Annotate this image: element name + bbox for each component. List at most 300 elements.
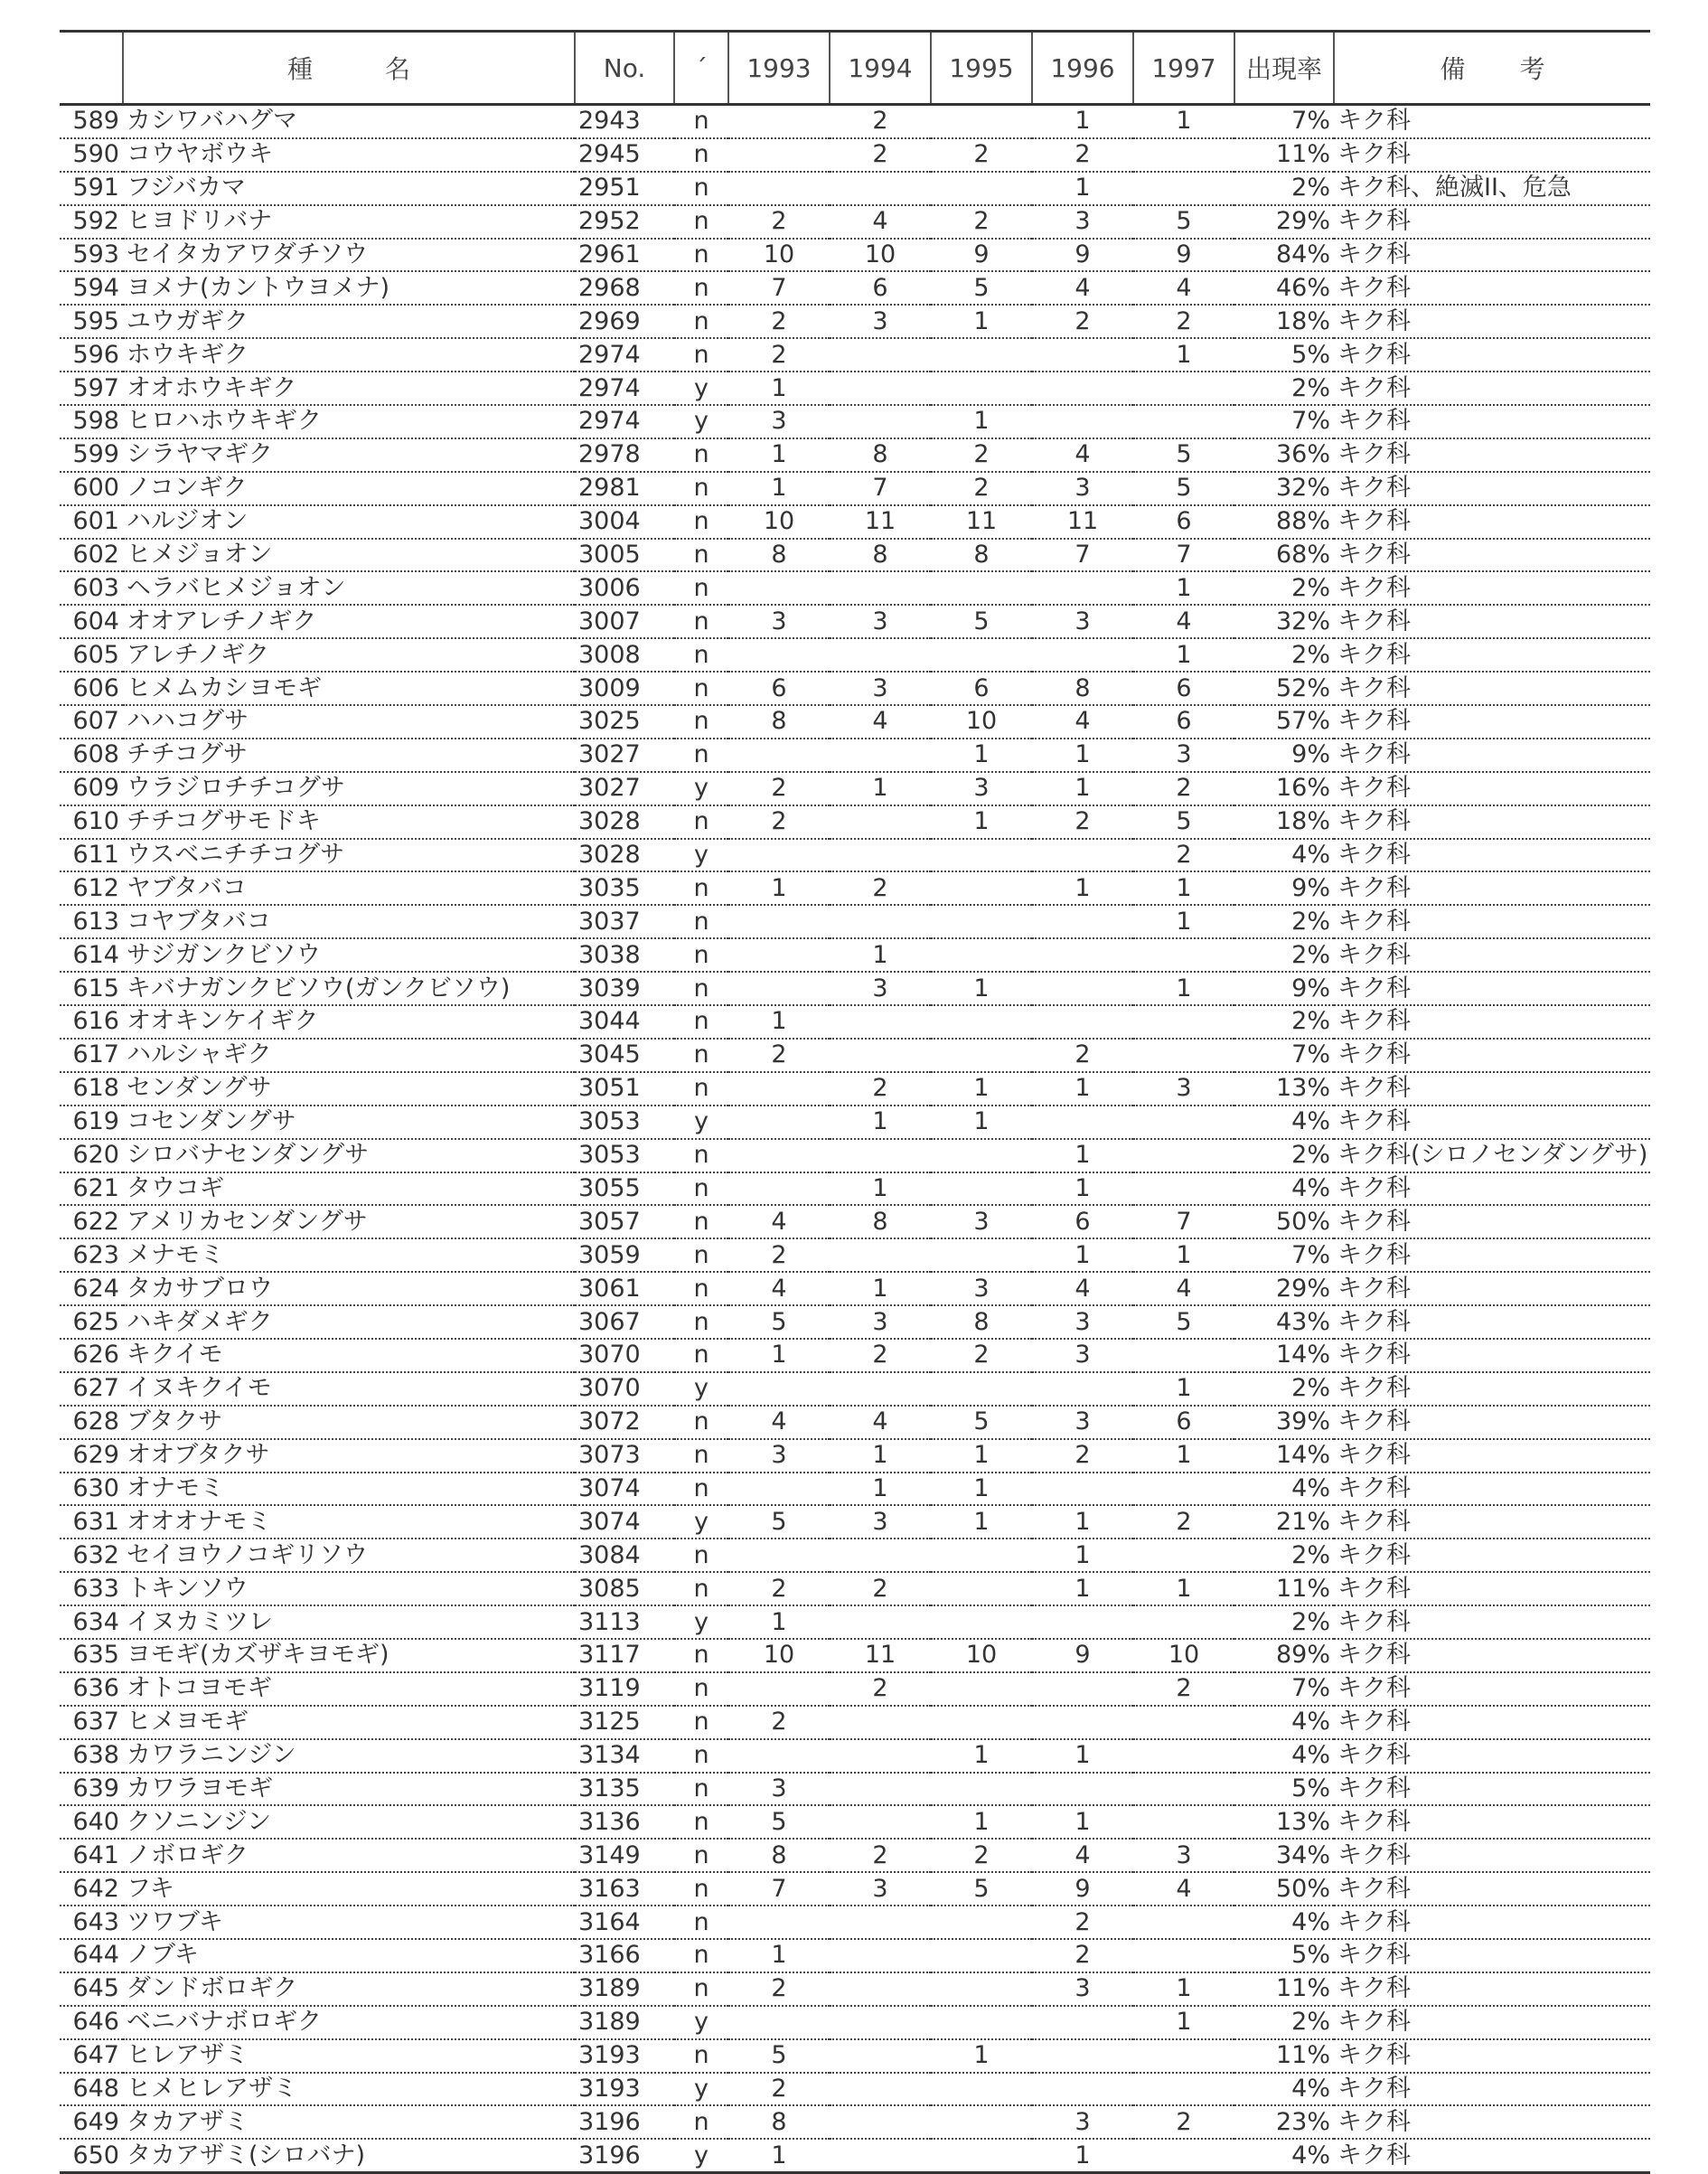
count-1995: 1 — [931, 1106, 1032, 1139]
count-1994 — [830, 1706, 931, 1739]
species-number: 2952 — [575, 205, 674, 239]
remarks: キク科 — [1334, 1539, 1650, 1572]
occurrence-rate: 4% — [1234, 1739, 1334, 1773]
species-name: ハキダメギク — [123, 1305, 575, 1339]
species-number: 3193 — [575, 2073, 674, 2106]
occurrence-rate: 2% — [1234, 1372, 1334, 1406]
row-index: 596 — [60, 338, 123, 372]
species-number: 3045 — [575, 1039, 674, 1072]
count-1996: 3 — [1032, 1972, 1133, 2006]
count-1995: 3 — [931, 772, 1032, 805]
count-1994 — [830, 739, 931, 772]
count-1996: 4 — [1032, 271, 1133, 305]
species-name: シロバナセンダングサ — [123, 1139, 575, 1172]
count-1994: 1 — [830, 1473, 931, 1506]
row-index: 640 — [60, 1805, 123, 1839]
table-row — [60, 739, 1650, 772]
count-1994 — [830, 905, 931, 938]
occurrence-rate: 11% — [1234, 138, 1334, 172]
occurrence-rate: 52% — [1234, 672, 1334, 705]
species-name: コウヤボウキ — [123, 138, 575, 172]
introduced-flag: n — [674, 271, 728, 305]
table-row — [60, 1805, 1650, 1839]
row-index: 622 — [60, 1205, 123, 1238]
count-1997: 5 — [1133, 805, 1234, 839]
remarks: キク科 — [1334, 1972, 1650, 2006]
count-1994: 8 — [830, 438, 931, 472]
row-index: 595 — [60, 305, 123, 338]
count-1996 — [1032, 2073, 1133, 2106]
introduced-flag: n — [674, 172, 728, 205]
occurrence-rate: 18% — [1234, 805, 1334, 839]
introduced-flag: n — [674, 1805, 728, 1839]
count-1993: 8 — [728, 1839, 830, 1872]
table-row — [60, 1039, 1650, 1072]
occurrence-rate: 32% — [1234, 472, 1334, 505]
count-1993: 5 — [728, 1505, 830, 1539]
count-1993 — [728, 905, 830, 938]
remarks: キク科 — [1334, 1406, 1650, 1439]
occurrence-rate: 89% — [1234, 1639, 1334, 1672]
count-1996 — [1032, 1773, 1133, 1806]
row-index: 609 — [60, 772, 123, 805]
remarks: キク科 — [1334, 871, 1650, 905]
table-row — [60, 638, 1650, 672]
introduced-flag: n — [674, 1706, 728, 1739]
row-index: 612 — [60, 871, 123, 905]
species-name: ウラジロチチコグサ — [123, 772, 575, 805]
row-index: 627 — [60, 1372, 123, 1406]
count-1993: 3 — [728, 1439, 830, 1473]
count-1995 — [931, 1605, 1032, 1639]
species-name: ノブキ — [123, 1939, 575, 1972]
count-1996: 3 — [1032, 1406, 1133, 1439]
remarks: キク科 — [1334, 438, 1650, 472]
species-number: 2978 — [575, 438, 674, 472]
count-1993 — [728, 172, 830, 205]
species-number: 2974 — [575, 405, 674, 438]
row-index: 629 — [60, 1439, 123, 1473]
count-1994: 2 — [830, 105, 931, 138]
row-index: 589 — [60, 105, 123, 138]
table-row — [60, 972, 1650, 1005]
count-1993: 2 — [728, 772, 830, 805]
occurrence-rate: 4% — [1234, 1706, 1334, 1739]
count-1995: 5 — [931, 1406, 1032, 1439]
count-1993: 4 — [728, 1272, 830, 1305]
species-number: 3051 — [575, 1072, 674, 1106]
introduced-flag: n — [674, 605, 728, 638]
remarks: キク科 — [1334, 1372, 1650, 1406]
count-1995: 1 — [931, 739, 1032, 772]
introduced-flag: y — [674, 1372, 728, 1406]
introduced-flag: y — [674, 1605, 728, 1639]
row-index: 621 — [60, 1172, 123, 1206]
remarks: キク科 — [1334, 739, 1650, 772]
table-row — [60, 705, 1650, 739]
count-1993: 10 — [728, 239, 830, 272]
count-1995 — [931, 2073, 1032, 2106]
count-1994: 2 — [830, 871, 931, 905]
occurrence-rate: 29% — [1234, 1272, 1334, 1305]
species-name: タウコギ — [123, 1172, 575, 1206]
introduced-flag: n — [674, 1238, 728, 1272]
occurrence-rate: 9% — [1234, 972, 1334, 1005]
row-index: 594 — [60, 271, 123, 305]
header-species-name: 種名 — [123, 32, 575, 105]
remarks: キク科 — [1334, 1639, 1650, 1672]
species-number: 2943 — [575, 105, 674, 138]
species-name: イヌカミツレ — [123, 1605, 575, 1639]
table-row — [60, 405, 1650, 438]
species-name: タカアザミ(シロバナ) — [123, 2139, 575, 2172]
table-row — [60, 1473, 1650, 1506]
species-name: チチコグサ — [123, 739, 575, 772]
count-1997 — [1133, 1005, 1234, 1039]
species-number: 3009 — [575, 672, 674, 705]
row-index: 628 — [60, 1406, 123, 1439]
row-index: 630 — [60, 1473, 123, 1506]
species-number: 2945 — [575, 138, 674, 172]
count-1994 — [830, 172, 931, 205]
count-1994: 2 — [830, 138, 931, 172]
species-name: ヒメヒレアザミ — [123, 2073, 575, 2106]
count-1993: 8 — [728, 705, 830, 739]
occurrence-rate: 13% — [1234, 1072, 1334, 1106]
row-index: 605 — [60, 638, 123, 672]
count-1995: 6 — [931, 672, 1032, 705]
count-1993: 1 — [728, 1005, 830, 1039]
occurrence-rate: 29% — [1234, 205, 1334, 239]
count-1997: 1 — [1133, 105, 1234, 138]
table-row — [60, 1639, 1650, 1672]
count-1994 — [830, 1139, 931, 1172]
count-1997: 4 — [1133, 1872, 1234, 1906]
count-1996 — [1032, 839, 1133, 872]
header-year-1995: 1995 — [931, 32, 1032, 105]
table-row — [60, 605, 1650, 638]
species-number: 3117 — [575, 1639, 674, 1672]
remarks: キク科(シロノセンダングサ) — [1334, 1139, 1650, 1172]
count-1997 — [1133, 372, 1234, 405]
count-1993: 2 — [728, 2073, 830, 2106]
count-1993: 2 — [728, 805, 830, 839]
count-1996 — [1032, 938, 1133, 972]
count-1996: 1 — [1032, 772, 1133, 805]
count-1993: 2 — [728, 1972, 830, 2006]
header-year-1993: 1993 — [728, 32, 830, 105]
count-1994 — [830, 1005, 931, 1039]
species-number: 3057 — [575, 1205, 674, 1238]
introduced-flag: n — [674, 905, 728, 938]
count-1997: 1 — [1133, 1439, 1234, 1473]
species-name: ハハコグサ — [123, 705, 575, 739]
count-1994: 3 — [830, 1505, 931, 1539]
count-1997: 6 — [1133, 1406, 1234, 1439]
count-1994: 3 — [830, 305, 931, 338]
count-1996 — [1032, 1706, 1133, 1739]
remarks: キク科 — [1334, 1339, 1650, 1372]
row-index: 645 — [60, 1972, 123, 2006]
row-index: 602 — [60, 539, 123, 572]
remarks: キク科 — [1334, 305, 1650, 338]
occurrence-rate: 4% — [1234, 1106, 1334, 1139]
table-row — [60, 1072, 1650, 1106]
header-year-1996: 1996 — [1032, 32, 1133, 105]
table-row — [60, 1739, 1650, 1773]
count-1994: 11 — [830, 1639, 931, 1672]
count-1993: 5 — [728, 1805, 830, 1839]
count-1994 — [830, 839, 931, 872]
count-1996 — [1032, 2039, 1133, 2073]
row-index: 608 — [60, 739, 123, 772]
remarks: キク科 — [1334, 2073, 1650, 2106]
species-name: アメリカセンダングサ — [123, 1205, 575, 1238]
count-1993 — [728, 571, 830, 605]
remarks: キク科、絶滅II、危急 — [1334, 172, 1650, 205]
occurrence-rate: 7% — [1234, 1238, 1334, 1272]
occurrence-rate: 11% — [1234, 1972, 1334, 2006]
introduced-flag: y — [674, 1505, 728, 1539]
table-row — [60, 505, 1650, 539]
count-1996: 8 — [1032, 672, 1133, 705]
count-1997 — [1133, 1773, 1234, 1806]
introduced-flag: y — [674, 772, 728, 805]
species-name: ヨメナ(カントウヨメナ) — [123, 271, 575, 305]
occurrence-rate: 32% — [1234, 605, 1334, 638]
count-1997: 1 — [1133, 972, 1234, 1005]
table-row — [60, 905, 1650, 938]
count-1994 — [830, 2039, 931, 2073]
count-1997: 4 — [1133, 605, 1234, 638]
introduced-flag: y — [674, 405, 728, 438]
count-1995: 10 — [931, 705, 1032, 739]
species-number: 3039 — [575, 972, 674, 1005]
occurrence-rate: 5% — [1234, 1773, 1334, 1806]
count-1997: 3 — [1133, 1072, 1234, 1106]
row-index: 619 — [60, 1106, 123, 1139]
count-1993: 1 — [728, 1939, 830, 1972]
species-name: ブタクサ — [123, 1406, 575, 1439]
count-1994 — [830, 1939, 931, 1972]
species-name: クソニンジン — [123, 1805, 575, 1839]
count-1995 — [931, 1172, 1032, 1206]
occurrence-rate: 11% — [1234, 1572, 1334, 1605]
count-1994: 3 — [830, 1872, 931, 1906]
count-1993: 7 — [728, 1872, 830, 1906]
occurrence-rate: 46% — [1234, 271, 1334, 305]
count-1996: 1 — [1032, 739, 1133, 772]
count-1993 — [728, 1172, 830, 1206]
count-1993: 3 — [728, 405, 830, 438]
count-1995 — [931, 1539, 1032, 1572]
count-1996 — [1032, 638, 1133, 672]
species-number: 3113 — [575, 1605, 674, 1639]
count-1996: 6 — [1032, 1205, 1133, 1238]
species-name: フジバカマ — [123, 172, 575, 205]
table-row — [60, 472, 1650, 505]
remarks: キク科 — [1334, 2105, 1650, 2139]
count-1994: 4 — [830, 1406, 931, 1439]
header-index — [60, 32, 123, 105]
species-name: サジガンクビソウ — [123, 938, 575, 972]
count-1993: 7 — [728, 271, 830, 305]
species-number: 3074 — [575, 1505, 674, 1539]
remarks: キク科 — [1334, 1939, 1650, 1972]
count-1994 — [830, 1372, 931, 1406]
count-1994: 3 — [830, 672, 931, 705]
species-table — [60, 30, 1650, 2174]
count-1997: 1 — [1133, 638, 1234, 672]
occurrence-rate: 2% — [1234, 1539, 1334, 1572]
count-1993: 4 — [728, 1205, 830, 1238]
count-1997: 1 — [1133, 1572, 1234, 1605]
count-1995: 10 — [931, 1639, 1032, 1672]
row-index: 590 — [60, 138, 123, 172]
introduced-flag: n — [674, 972, 728, 1005]
occurrence-rate: 9% — [1234, 739, 1334, 772]
introduced-flag: n — [674, 1205, 728, 1238]
row-index: 617 — [60, 1039, 123, 1072]
introduced-flag: n — [674, 1872, 728, 1906]
table-row — [60, 839, 1650, 872]
count-1996: 2 — [1032, 1939, 1133, 1972]
species-number: 2951 — [575, 172, 674, 205]
header-flag: ´ — [674, 32, 728, 105]
count-1994 — [830, 1539, 931, 1572]
count-1994: 3 — [830, 972, 931, 1005]
count-1993: 2 — [728, 1572, 830, 1605]
remarks: キク科 — [1334, 938, 1650, 972]
count-1994: 2 — [830, 1839, 931, 1872]
count-1993 — [728, 1906, 830, 1939]
species-number: 3027 — [575, 739, 674, 772]
species-name: ユウガギク — [123, 305, 575, 338]
count-1996: 1 — [1032, 1739, 1133, 1773]
count-1993 — [728, 1072, 830, 1106]
count-1994 — [830, 2006, 931, 2039]
row-index: 636 — [60, 1672, 123, 1706]
count-1994: 1 — [830, 772, 931, 805]
remarks: キク科 — [1334, 1572, 1650, 1605]
table-row — [60, 1972, 1650, 2006]
species-number: 3028 — [575, 839, 674, 872]
count-1994: 3 — [830, 1305, 931, 1339]
count-1994 — [830, 2139, 931, 2172]
remarks: キク科 — [1334, 1106, 1650, 1139]
table-row — [60, 1139, 1650, 1172]
introduced-flag: n — [674, 1672, 728, 1706]
species-number: 3084 — [575, 1539, 674, 1572]
remarks: キク科 — [1334, 1605, 1650, 1639]
count-1994: 11 — [830, 505, 931, 539]
count-1997: 1 — [1133, 1972, 1234, 2006]
count-1994: 1 — [830, 1172, 931, 1206]
introduced-flag: n — [674, 1939, 728, 1972]
count-1996 — [1032, 1106, 1133, 1139]
count-1993: 2 — [728, 305, 830, 338]
introduced-flag: n — [674, 1305, 728, 1339]
count-1993 — [728, 638, 830, 672]
table-row — [60, 1773, 1650, 1806]
species-number: 3193 — [575, 2039, 674, 2073]
species-number: 3028 — [575, 805, 674, 839]
species-number: 3135 — [575, 1773, 674, 1806]
count-1993: 5 — [728, 1305, 830, 1339]
table-row — [60, 539, 1650, 572]
table-row — [60, 305, 1650, 338]
count-1994 — [830, 571, 931, 605]
count-1993 — [728, 1672, 830, 1706]
table-row — [60, 138, 1650, 172]
occurrence-rate: 2% — [1234, 1005, 1334, 1039]
row-index: 623 — [60, 1238, 123, 1272]
species-name: オオアレチノギク — [123, 605, 575, 638]
table-row — [60, 672, 1650, 705]
introduced-flag: n — [674, 805, 728, 839]
remarks: キク科 — [1334, 1739, 1650, 1773]
count-1995 — [931, 1372, 1032, 1406]
count-1993 — [728, 1739, 830, 1773]
species-name: ノコンギク — [123, 472, 575, 505]
remarks: キク科 — [1334, 539, 1650, 572]
species-name: オトコヨモギ — [123, 1672, 575, 1706]
introduced-flag: n — [674, 1473, 728, 1506]
count-1993 — [728, 105, 830, 138]
header-number: No. — [575, 32, 674, 105]
count-1993: 1 — [728, 1339, 830, 1372]
count-1996: 1 — [1032, 2139, 1133, 2172]
count-1995: 1 — [931, 305, 1032, 338]
count-1995 — [931, 2139, 1032, 2172]
table-row — [60, 1205, 1650, 1238]
introduced-flag: n — [674, 138, 728, 172]
species-number: 3055 — [575, 1172, 674, 1206]
row-index: 643 — [60, 1906, 123, 1939]
species-name: カシワバハグマ — [123, 105, 575, 138]
count-1995 — [931, 839, 1032, 872]
count-1994: 1 — [830, 1439, 931, 1473]
table-row — [60, 1339, 1650, 1372]
count-1994 — [830, 2073, 931, 2106]
occurrence-rate: 11% — [1234, 2039, 1334, 2073]
occurrence-rate: 88% — [1234, 505, 1334, 539]
table-row — [60, 2105, 1650, 2139]
count-1995: 1 — [931, 1439, 1032, 1473]
species-name: ホウキギク — [123, 338, 575, 372]
count-1993: 5 — [728, 2039, 830, 2073]
count-1996 — [1032, 1672, 1133, 1706]
remarks: キク科 — [1334, 1839, 1650, 1872]
count-1997: 7 — [1133, 539, 1234, 572]
species-name: オオキンケイギク — [123, 1005, 575, 1039]
introduced-flag: y — [674, 2139, 728, 2172]
count-1997 — [1133, 1739, 1234, 1773]
occurrence-rate: 5% — [1234, 1939, 1334, 1972]
count-1997: 1 — [1133, 1238, 1234, 1272]
row-index: 610 — [60, 805, 123, 839]
species-number: 3067 — [575, 1305, 674, 1339]
species-name: オナモミ — [123, 1473, 575, 1506]
occurrence-rate: 21% — [1234, 1505, 1334, 1539]
count-1997: 4 — [1133, 271, 1234, 305]
table-row — [60, 1939, 1650, 1972]
row-index: 633 — [60, 1572, 123, 1605]
row-index: 599 — [60, 438, 123, 472]
count-1995: 2 — [931, 1839, 1032, 1872]
row-index: 635 — [60, 1639, 123, 1672]
species-number: 3149 — [575, 1839, 674, 1872]
